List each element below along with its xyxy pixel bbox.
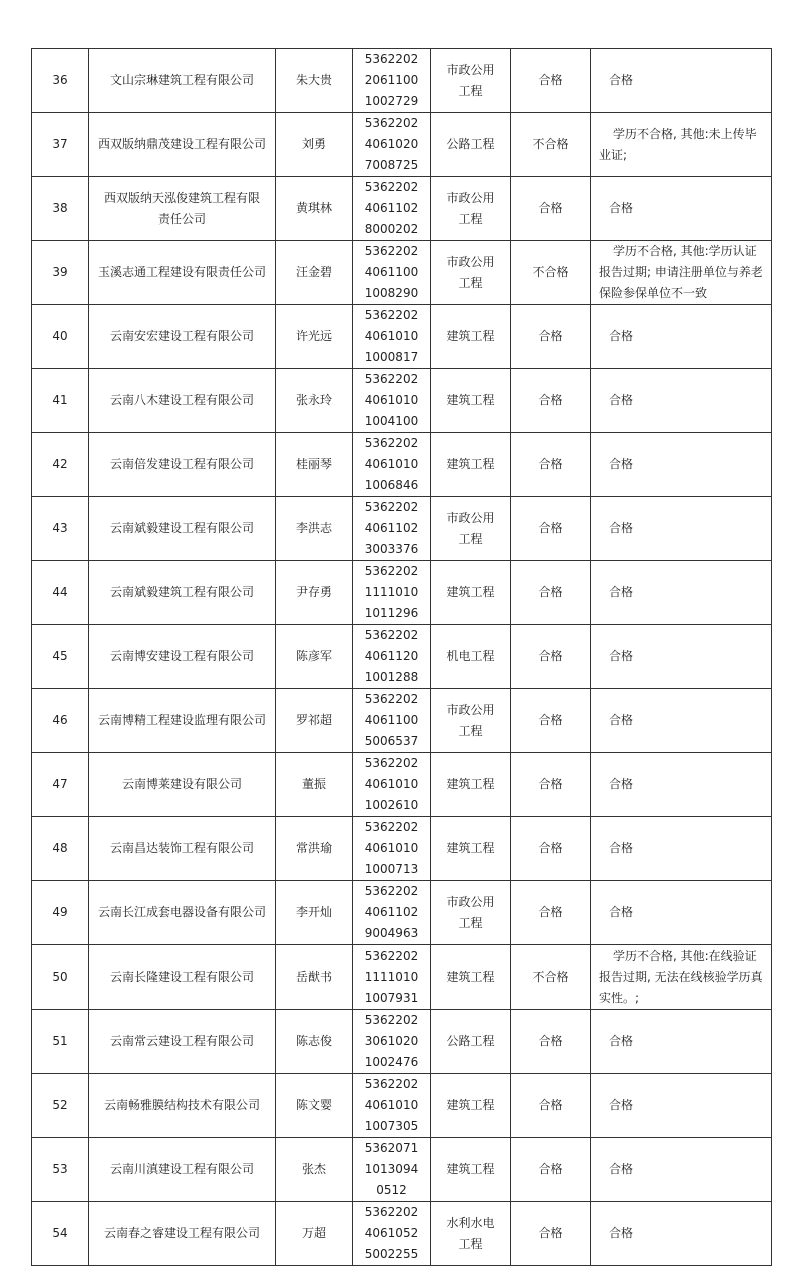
review-result: 合格 bbox=[511, 305, 591, 369]
row-number: 43 bbox=[32, 497, 89, 561]
row-number: 50 bbox=[32, 945, 89, 1010]
company-name: 云南长江成套电器设备有限公司 bbox=[89, 881, 276, 945]
review-note: 合格 bbox=[591, 177, 772, 241]
company-name: 文山宗琳建筑工程有限公司 bbox=[89, 49, 276, 113]
row-number: 38 bbox=[32, 177, 89, 241]
row-number: 44 bbox=[32, 561, 89, 625]
specialty: 市政公用工程 bbox=[431, 49, 511, 113]
certificate-id: 536220240610101004100 bbox=[353, 369, 431, 433]
specialty: 市政公用工程 bbox=[431, 241, 511, 305]
company-name: 云南倍发建设工程有限公司 bbox=[89, 433, 276, 497]
person-name: 陈文婴 bbox=[276, 1074, 353, 1138]
review-result: 不合格 bbox=[511, 241, 591, 305]
review-note: 合格 bbox=[591, 561, 772, 625]
row-number: 45 bbox=[32, 625, 89, 689]
table-row bbox=[32, 753, 772, 817]
review-note: 合格 bbox=[591, 49, 772, 113]
company-name: 云南长隆建设工程有限公司 bbox=[89, 945, 276, 1010]
certificate-id: 536220230610201002476 bbox=[353, 1010, 431, 1074]
company-name: 玉溪志通工程建设有限责任公司 bbox=[89, 241, 276, 305]
review-result: 合格 bbox=[511, 177, 591, 241]
company-name: 云南博精工程建设监理有限公司 bbox=[89, 689, 276, 753]
table-row bbox=[32, 561, 772, 625]
person-name: 陈志俊 bbox=[276, 1010, 353, 1074]
person-name: 万超 bbox=[276, 1202, 353, 1266]
review-result: 合格 bbox=[511, 497, 591, 561]
row-number: 40 bbox=[32, 305, 89, 369]
review-note: 学历不合格, 其他:学历认证报告过期; 申请注册单位与养老保险参保单位不一致 bbox=[591, 241, 772, 305]
specialty: 市政公用工程 bbox=[431, 177, 511, 241]
certificate-id: 536220240610101000817 bbox=[353, 305, 431, 369]
row-number: 49 bbox=[32, 881, 89, 945]
table-row bbox=[32, 689, 772, 753]
review-result: 合格 bbox=[511, 753, 591, 817]
person-name: 桂丽琴 bbox=[276, 433, 353, 497]
company-name: 云南昌达装饰工程有限公司 bbox=[89, 817, 276, 881]
review-note: 合格 bbox=[591, 881, 772, 945]
specialty: 建筑工程 bbox=[431, 561, 511, 625]
row-number: 54 bbox=[32, 1202, 89, 1266]
review-result: 合格 bbox=[511, 1202, 591, 1266]
certificate-id: 53620711013094 0512 bbox=[353, 1138, 431, 1202]
specialty: 建筑工程 bbox=[431, 433, 511, 497]
review-result: 合格 bbox=[511, 433, 591, 497]
table-row bbox=[32, 1010, 772, 1074]
certificate-id: 536220240611201001288 bbox=[353, 625, 431, 689]
person-name: 陈彦军 bbox=[276, 625, 353, 689]
specialty: 建筑工程 bbox=[431, 305, 511, 369]
certificate-id: 536220240610101006846 bbox=[353, 433, 431, 497]
certificate-id: 536220211110101007931 bbox=[353, 945, 431, 1010]
specialty: 市政公用工程 bbox=[431, 497, 511, 561]
specialty: 建筑工程 bbox=[431, 1138, 511, 1202]
review-result: 合格 bbox=[511, 369, 591, 433]
row-number: 52 bbox=[32, 1074, 89, 1138]
row-number: 36 bbox=[32, 49, 89, 113]
certificate-id: 536220240611005006537 bbox=[353, 689, 431, 753]
certificate-id: 536220240611023003376 bbox=[353, 497, 431, 561]
table-row bbox=[32, 241, 772, 305]
table-row bbox=[32, 1138, 772, 1202]
specialty: 建筑工程 bbox=[431, 945, 511, 1010]
specialty: 机电工程 bbox=[431, 625, 511, 689]
person-name: 李洪志 bbox=[276, 497, 353, 561]
table-row bbox=[32, 49, 772, 113]
table-row bbox=[32, 113, 772, 177]
review-result: 不合格 bbox=[511, 113, 591, 177]
review-note: 合格 bbox=[591, 1074, 772, 1138]
certificate-id: 536220240611001008290 bbox=[353, 241, 431, 305]
results-table bbox=[31, 48, 772, 1266]
row-number: 39 bbox=[32, 241, 89, 305]
person-name: 汪金碧 bbox=[276, 241, 353, 305]
specialty: 建筑工程 bbox=[431, 817, 511, 881]
person-name: 黄琪林 bbox=[276, 177, 353, 241]
specialty: 公路工程 bbox=[431, 113, 511, 177]
review-note: 合格 bbox=[591, 369, 772, 433]
person-name: 尹存勇 bbox=[276, 561, 353, 625]
review-note: 合格 bbox=[591, 497, 772, 561]
person-name: 李开灿 bbox=[276, 881, 353, 945]
certificate-id: 536220240610207008725 bbox=[353, 113, 431, 177]
review-result: 合格 bbox=[511, 625, 591, 689]
review-note: 合格 bbox=[591, 753, 772, 817]
company-name: 云南斌毅建筑工程有限公司 bbox=[89, 561, 276, 625]
table-row bbox=[32, 369, 772, 433]
row-number: 48 bbox=[32, 817, 89, 881]
company-name: 云南常云建设工程有限公司 bbox=[89, 1010, 276, 1074]
person-name: 刘勇 bbox=[276, 113, 353, 177]
specialty: 市政公用工程 bbox=[431, 689, 511, 753]
review-note: 合格 bbox=[591, 1202, 772, 1266]
table-row bbox=[32, 945, 772, 1010]
company-name: 云南春之睿建设工程有限公司 bbox=[89, 1202, 276, 1266]
certificate-id: 536220211110101011296 bbox=[353, 561, 431, 625]
person-name: 常洪瑜 bbox=[276, 817, 353, 881]
table-row bbox=[32, 177, 772, 241]
person-name: 张永玲 bbox=[276, 369, 353, 433]
person-name: 许光远 bbox=[276, 305, 353, 369]
specialty: 建筑工程 bbox=[431, 369, 511, 433]
review-note: 学历不合格, 其他:未上传毕业证; bbox=[591, 113, 772, 177]
review-result: 合格 bbox=[511, 49, 591, 113]
certificate-id: 536220240610101002610 bbox=[353, 753, 431, 817]
specialty: 市政公用工程 bbox=[431, 881, 511, 945]
review-note: 合格 bbox=[591, 433, 772, 497]
certificate-id: 536220220611001002729 bbox=[353, 49, 431, 113]
specialty: 建筑工程 bbox=[431, 753, 511, 817]
table-row bbox=[32, 305, 772, 369]
company-name: 云南八木建设工程有限公司 bbox=[89, 369, 276, 433]
company-name: 西双版纳鼎茂建设工程有限公司 bbox=[89, 113, 276, 177]
review-result: 合格 bbox=[511, 1010, 591, 1074]
certificate-id: 536220240611028000202 bbox=[353, 177, 431, 241]
company-name: 云南博安建设工程有限公司 bbox=[89, 625, 276, 689]
company-name: 云南安宏建设工程有限公司 bbox=[89, 305, 276, 369]
review-result: 合格 bbox=[511, 881, 591, 945]
specialty: 水利水电工程 bbox=[431, 1202, 511, 1266]
review-note: 合格 bbox=[591, 689, 772, 753]
table-row bbox=[32, 433, 772, 497]
review-note: 合格 bbox=[591, 305, 772, 369]
review-result: 合格 bbox=[511, 689, 591, 753]
table-row bbox=[32, 1074, 772, 1138]
row-number: 51 bbox=[32, 1010, 89, 1074]
row-number: 46 bbox=[32, 689, 89, 753]
table-row bbox=[32, 881, 772, 945]
table-row bbox=[32, 817, 772, 881]
review-result: 不合格 bbox=[511, 945, 591, 1010]
review-note: 学历不合格, 其他:在线验证报告过期, 无法在线核验学历真实性。; bbox=[591, 945, 772, 1010]
row-number: 53 bbox=[32, 1138, 89, 1202]
person-name: 朱大贵 bbox=[276, 49, 353, 113]
review-note: 合格 bbox=[591, 817, 772, 881]
review-result: 合格 bbox=[511, 817, 591, 881]
certificate-id: 536220240611029004963 bbox=[353, 881, 431, 945]
certificate-id: 536220240610525002255 bbox=[353, 1202, 431, 1266]
person-name: 董振 bbox=[276, 753, 353, 817]
review-result: 合格 bbox=[511, 1138, 591, 1202]
specialty: 建筑工程 bbox=[431, 1074, 511, 1138]
person-name: 岳猷书 bbox=[276, 945, 353, 1010]
certificate-id: 536220240610101007305 bbox=[353, 1074, 431, 1138]
company-name: 云南博莱建设有限公司 bbox=[89, 753, 276, 817]
table-row bbox=[32, 625, 772, 689]
person-name: 张杰 bbox=[276, 1138, 353, 1202]
row-number: 42 bbox=[32, 433, 89, 497]
company-name: 西双版纳天泓俊建筑工程有限责任公司 bbox=[89, 177, 276, 241]
specialty: 公路工程 bbox=[431, 1010, 511, 1074]
person-name: 罗祁超 bbox=[276, 689, 353, 753]
review-note: 合格 bbox=[591, 1010, 772, 1074]
table-row bbox=[32, 497, 772, 561]
review-result: 合格 bbox=[511, 1074, 591, 1138]
company-name: 云南川滇建设工程有限公司 bbox=[89, 1138, 276, 1202]
row-number: 47 bbox=[32, 753, 89, 817]
review-note: 合格 bbox=[591, 1138, 772, 1202]
review-result: 合格 bbox=[511, 561, 591, 625]
certificate-id: 536220240610101000713 bbox=[353, 817, 431, 881]
review-note: 合格 bbox=[591, 625, 772, 689]
table-row bbox=[32, 1202, 772, 1266]
company-name: 云南斌毅建设工程有限公司 bbox=[89, 497, 276, 561]
row-number: 41 bbox=[32, 369, 89, 433]
company-name: 云南畅雅膜结构技术有限公司 bbox=[89, 1074, 276, 1138]
row-number: 37 bbox=[32, 113, 89, 177]
